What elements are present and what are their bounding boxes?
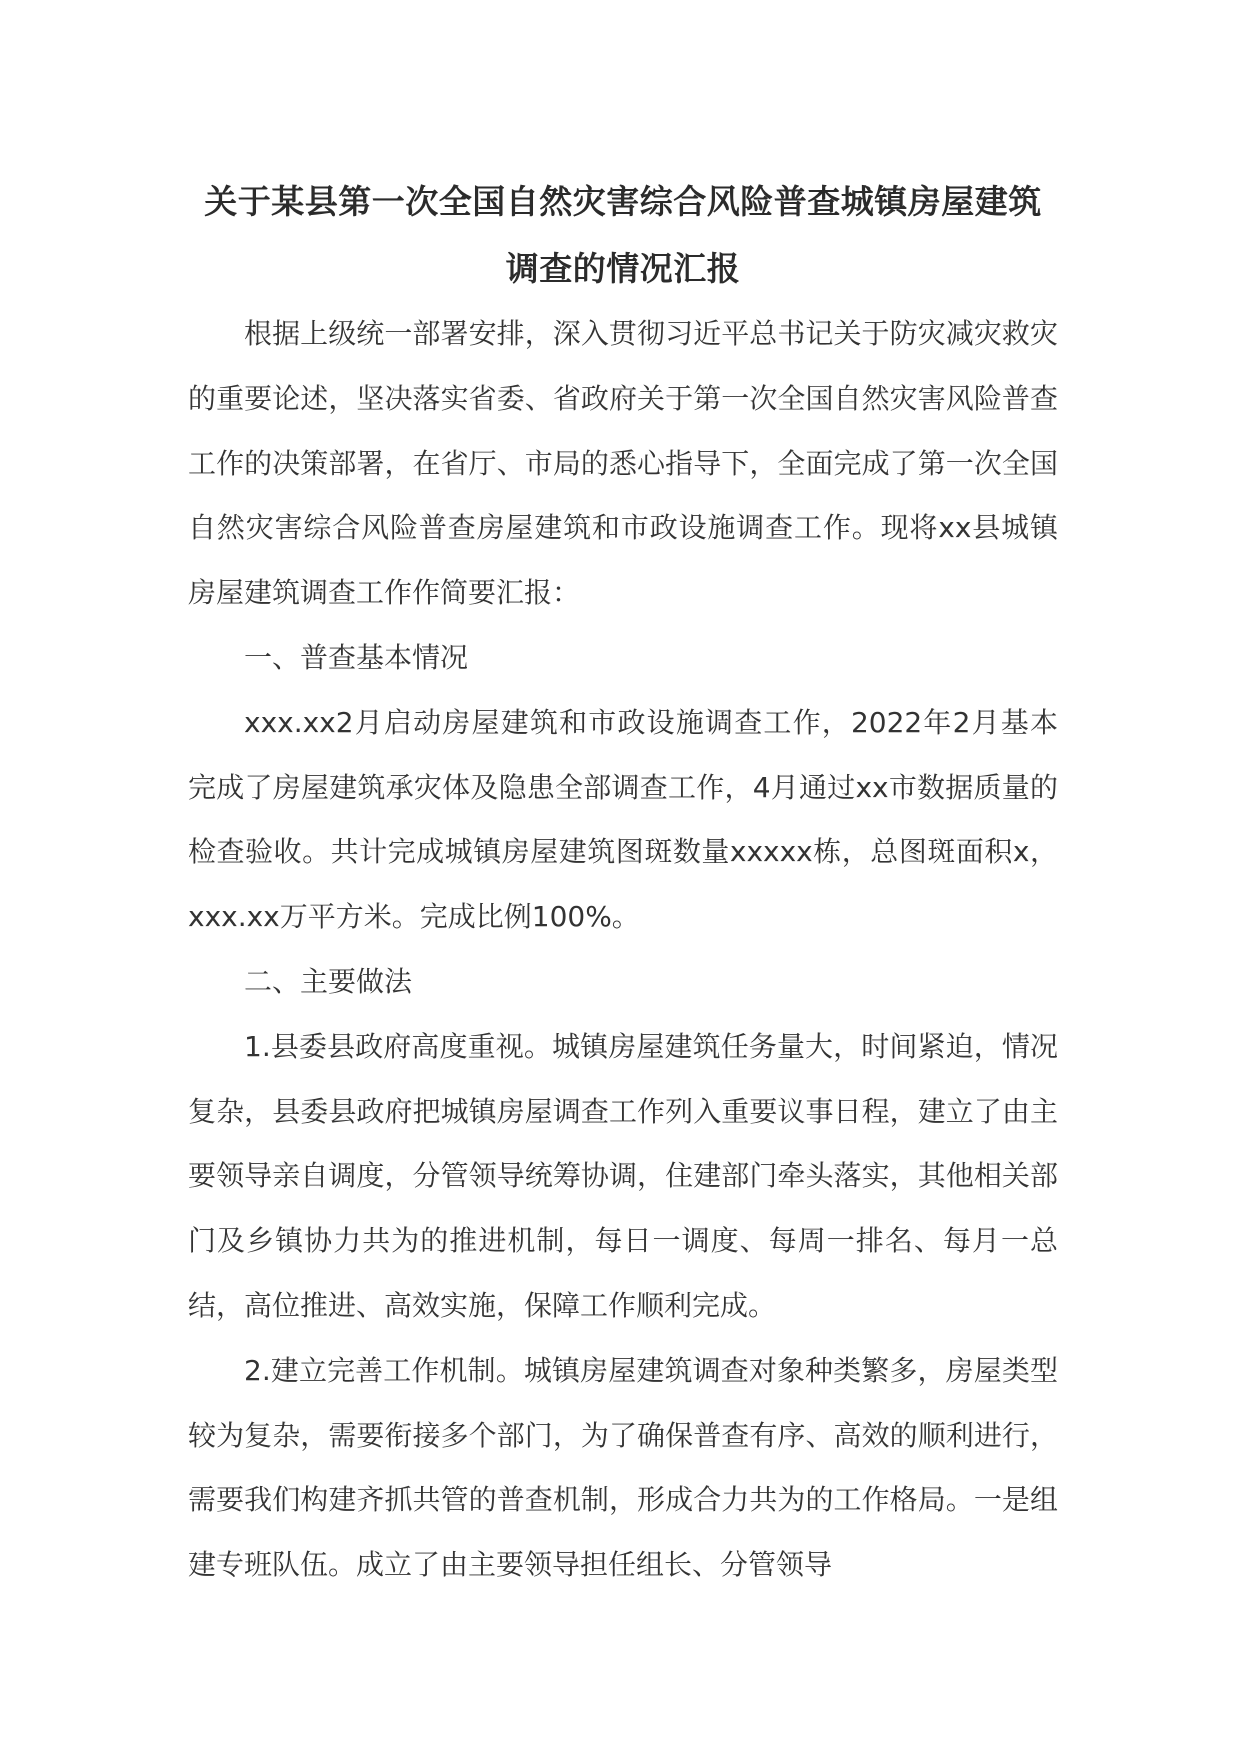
section-heading-2: 二、主要做法 xyxy=(244,964,413,998)
document-page xyxy=(188,168,1058,1598)
intro-paragraph: 根据上级统一部署安排，深入贯彻习近平总书记关于防灾减灾救灾的重要论述，坚决落实省委、省政府关于第一次全国自然灾害风险普查工作的决策部署，在省厅、市局的悉心指导下，全面完成了第一次全国自然灾害综合风险普查房屋建筑和市政设施调查工作。现将xx县城镇房屋建筑调查工作作简要汇报： xyxy=(188,317,1058,610)
method-item-2-paragraph: 2.建立完善工作机制。城镇房屋建筑调查对象种类繁多，房屋类型较为复杂，需要衔接多个部门，为了确保普查有序、高效的顺利进行，需要我们构建齐抓共管的普查机制，形成合力共为的工作格局。一是组建专班队伍。成立了由主要领导担任组长、分管领导 xyxy=(188,1353,1058,1582)
document-title xyxy=(188,168,1058,302)
title-line-1: 关于某县第一次全国自然灾害综合风险普查城镇房屋建筑 xyxy=(204,182,1042,221)
survey-overview-paragraph: xxx.xx2月启动房屋建筑和市政设施调查工作，2022年2月基本完成了房屋建筑承灾体及隐患全部调查工作，4月通过xx市数据质量的检查验收。共计完成城镇房屋建筑图斑数量xxxxx栋，总图斑面积x，xxx.xx万平方米。完成比例100%。 xyxy=(188,705,1058,934)
title-line-2: 调查的情况汇报 xyxy=(505,249,741,288)
section-heading-1: 一、普查基本情况 xyxy=(244,640,469,674)
method-item-1-paragraph: 1.县委县政府高度重视。城镇房屋建筑任务量大，时间紧迫，情况复杂，县委县政府把城镇房屋调查工作列入重要议事日程，建立了由主要领导亲自调度，分管领导统筹协调，住建部门牵头落实，其他相关部门及乡镇协力共为的推进机制，每日一调度、每周一排名、每月一总结，高位推进、高效实施，保障工作顺利完成。 xyxy=(188,1029,1058,1322)
